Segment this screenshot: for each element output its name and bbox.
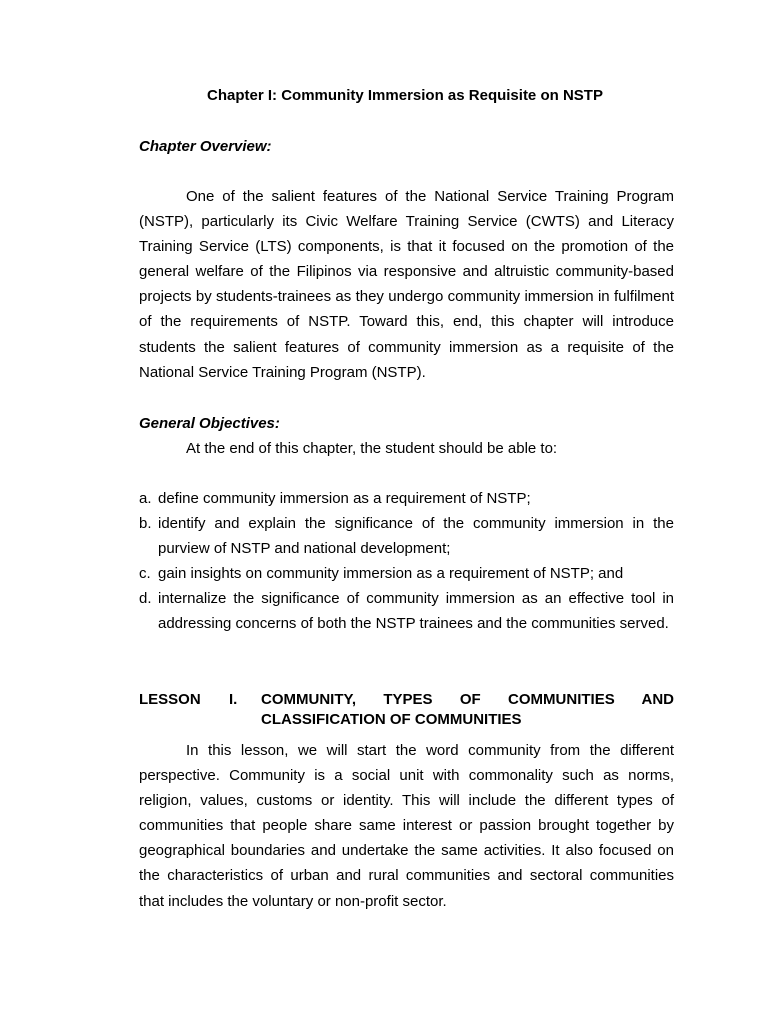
chapter-title: Chapter I: Community Immersion as Requisite on NSTP <box>207 87 603 104</box>
lesson-title <box>261 690 674 730</box>
list-marker: b. <box>139 515 152 533</box>
lesson-title-line-1: COMMUNITY, TYPES OF COMMUNITIES AND <box>261 691 674 708</box>
list-item <box>139 561 674 586</box>
objectives-list <box>139 486 674 637</box>
chapter-overview-heading: Chapter Overview: <box>139 138 272 155</box>
list-item-text: gain insights on community immersion as a requirement of NSTP; and <box>158 565 624 583</box>
list-item <box>139 486 674 511</box>
list-item-text: internalize the significance of community immersion as an effective tool in addressing concerns of both the NSTP trainees and the communities served. <box>158 590 674 633</box>
chapter-overview-paragraph: One of the salient features of the National Service Training Program (NSTP), particularly its Civic Welfare Training Service (CWTS) and Literacy Training Service (LTS) components, is that it focused on the promotion of the general welfare of the Filipinos via responsive and altruistic community-based projects by students-trainees as they undergo community immersion in fulfilment of the requirements of NSTP. Toward this, end, this chapter will introduce students the salient features of community immersion as a requisite of the National Service Training Program (NSTP). <box>139 188 674 381</box>
objectives-intro: At the end of this chapter, the student should be able to: <box>186 440 558 457</box>
list-item-text: define community immersion as a requirement of NSTP; <box>158 490 531 507</box>
lesson-number: I. <box>229 691 238 708</box>
list-item <box>139 511 674 561</box>
lesson-title-line-2: CLASSIFICATION OF COMMUNITIES <box>261 711 522 728</box>
list-item <box>139 586 674 636</box>
list-marker: c. <box>139 565 151 583</box>
list-marker: d. <box>139 590 152 608</box>
list-marker: a. <box>139 490 152 507</box>
list-item-text: identify and explain the significance of the community immersion in the purview of NSTP and national development; <box>158 515 674 558</box>
general-objectives-heading: General Objectives: <box>139 415 280 432</box>
lesson-paragraph: In this lesson, we will start the word community from the different perspective. Community is a social unit with commonality such as norms, religion, values, customs or identity. This will include the different types of communities that people share same interest or passion brought together by geographical boundaries and undertake the same activities. It also focused on the characteristics of urban and rural communities and sectoral communities that includes the voluntary or non-profit sector. <box>139 742 674 910</box>
lesson-label: LESSON <box>139 691 201 708</box>
